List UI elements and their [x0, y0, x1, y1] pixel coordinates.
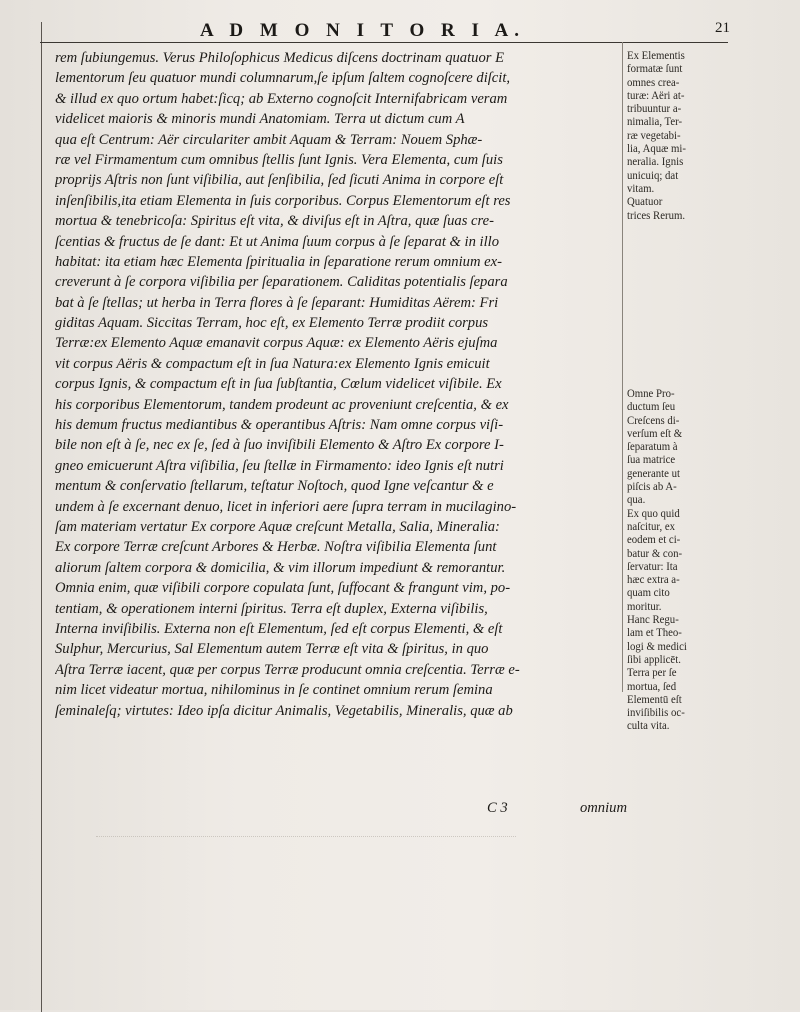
text-line: proprijs Aſtris non ſunt viſibilia, aut ſenſibilia, ſed ſicuti Anima in corpore eſt	[55, 172, 504, 189]
text-line: tentiam, & operationem interni ſpiritus. Terra eſt duplex, Externa viſibilis,	[55, 600, 488, 617]
margin-note-line: ſibi applicēt.	[627, 653, 681, 666]
text-line: Ex corpore Terræ creſcunt Arbores & Herbæ. Noſtra viſibilia Elementa ſunt	[55, 539, 497, 556]
margin-note-line: culta vita.	[627, 720, 670, 733]
signature-mark: C 3	[487, 800, 508, 816]
margin-note-line: tribuuntur a-	[627, 103, 682, 116]
text-line: inſenſibilis,ita etiam Elementa in ſuis corporibus. Corpus Elementorum eſt res	[55, 192, 511, 209]
margin-note-line: vitam.	[627, 182, 655, 195]
main-text-block	[55, 48, 627, 721]
text-line: Aſtra Terræ iacent, quæ per corpus Terræ producunt omnia creſcentia. Terræ e-	[55, 661, 520, 678]
margin-note-line: quam cito	[627, 587, 670, 600]
margin-note-line: lia, Aquæ mi-	[627, 143, 687, 156]
margin-note-line: inviſibilis oc-	[627, 707, 685, 720]
text-line: Sulphur, Mercurius, Sal Elementum autem Terræ eſt vita & ſpiritus, in quo	[55, 641, 489, 658]
text-line: vit corpus Aëris & compactum eſt in ſua Natura:ex Elemento Ignis emicuit	[55, 355, 490, 372]
margin-note-line: qua.	[627, 494, 646, 507]
text-line: mentum & conſervatio ſtellarum, teſtatur Noſtoch, quod Igne veſcantur & e	[55, 478, 494, 495]
paper-stain	[96, 836, 516, 877]
margin-note-line: turæ: Aëri at-	[627, 89, 685, 102]
margin-note-line: ſua matrice	[627, 454, 676, 467]
margin-note-line: Hanc Regu-	[627, 614, 679, 627]
margin-note-line: Quatuor	[627, 196, 663, 209]
margin-note-line: mortua, ſed	[627, 680, 677, 693]
margin-note-line: naſcitur, ex	[627, 520, 676, 533]
text-line: habitat: ita etiam hæc Elementa ſpiritualia in ſeparatione rerum omnium ex-	[55, 253, 502, 270]
text-line: aliorum ſaltem corpora & domicilia, & vim illorum impediunt & remorantur.	[55, 559, 506, 576]
margin-note-line: neralia. Ignis	[627, 156, 684, 169]
header-rule	[40, 42, 728, 43]
text-line: ræ vel Firmamentum cum omnibus ſtellis ſunt Ignis. Vera Elementa, cum ſuis	[55, 151, 503, 168]
catchword: omnium	[579, 800, 627, 816]
text-line: corpus Ignis, & compactum eſt in ſua ſubſtantia, Cœlum videlicet viſibile. Ex	[55, 376, 502, 393]
margin-note-line: ſervatur: Ita	[627, 560, 678, 573]
text-line: giditas Aquam. Siccitas Terram, hoc eſt, ex Elemento Terræ prodiit corpus	[55, 315, 489, 332]
margin-note-line: lam et Theo-	[627, 627, 682, 640]
margin-note-line: Elementū eſt	[627, 693, 682, 706]
text-line: his demum fructus mediantibus & operantibus Aſtris: Nam omne corpus viſi-	[55, 417, 504, 434]
text-line: nim licet videatur mortua, nihilominus in ſe continet omnium rerum ſemina	[55, 682, 493, 699]
margin-note-product	[627, 388, 737, 734]
text-line: ſeminaleſq; virtutes: Ideo ipſa dicitur Animalis, Vegetabilis, Mineralis, quæ ab	[55, 702, 513, 719]
margin-note-line: piſcis ab A-	[627, 481, 677, 494]
text-line: ſam materiam vertatur Ex corpore Aquæ creſcunt Metalla, Salia, Mineralia:	[55, 518, 500, 535]
margin-note-line: formatæ ſunt	[627, 63, 683, 76]
gutter-edge	[41, 22, 42, 1012]
margin-note-line: Ex quo quid	[627, 507, 680, 520]
margin-note-elements	[627, 50, 737, 223]
text-line: bat à ſe ſtellas; ut herba in Terra flores à ſe ſeparant: Humiditas Aërem: Fri	[55, 294, 499, 311]
text-line: undem à ſe excernant denuo, licet in inferiori aere ſupra terram in mucilagino-	[55, 498, 517, 515]
text-line: ſcentias & fructus de ſe dant: Et ut Anima ſuum corpus à ſe ſeparat & in illo	[55, 233, 499, 250]
text-line: Omnia enim, quæ viſibili corpore copulata ſunt, ſuffocant & frangunt vim, po-	[55, 580, 511, 597]
margin-note-line: Terra per ſe	[627, 667, 677, 680]
margin-note-line: Ex Elementis	[627, 50, 685, 62]
text-line: rem ſubiungemus. Verus Philoſophicus Medicus diſcens doctrinam quatuor E	[55, 50, 504, 66]
text-line: bile non eſt à ſe, nec ex ſe, ſed à ſuo inviſibili Elemento & Aſtro Ex corpore I-	[55, 437, 504, 454]
text-line: qua eſt Centrum: Aër circulariter ambit Aquam & Terram: Nouem Sphæ-	[55, 131, 483, 148]
text-line: creverunt à ſe corpora viſibilia per ſeparationem. Caliditas potentialis ſepara	[55, 274, 508, 291]
page-footer	[55, 800, 627, 824]
margin-note-line: verſum eſt &	[627, 427, 683, 440]
text-line: his corporibus Elementorum, tandem prodeunt ac proveniunt creſcentia, & ex	[55, 396, 509, 413]
text-line: Interna inviſibilis. Externa non eſt Elementum, ſed eſt corpus Elementi, & eſt	[55, 620, 503, 637]
text-line: gneo emicuerunt Aſtra viſibilia, ſeu ſtellæ in Firmamento: ideo Ignis eſt nutri	[55, 457, 504, 474]
text-line: videlicet maioris & minoris mundi Anatomiam. Terra ut dictum cum A	[55, 111, 465, 128]
margin-note-line: ductum ſeu	[627, 401, 676, 414]
margin-note-line: hæc extra a-	[627, 574, 680, 587]
margin-note-line: logi & medici	[627, 640, 687, 653]
margin-note-line: moritur.	[627, 600, 662, 613]
text-line: Terræ:ex Elemento Aquæ emanavit corpus Aquæ: ex Elemento Aëris ejuſma	[55, 335, 498, 352]
text-line: & illud ex quo ortum habet:ſicq; ab Externo cognoſcit Internifabricam veram	[55, 90, 508, 107]
margin-note-line: unicuiq; dat	[627, 169, 679, 182]
margin-note-line: eodem et ci-	[627, 534, 681, 547]
text-line: mortua & tenebricoſa: Spiritus eſt vita, & diviſus eſt in Aſtra, quæ ſuas cre-	[55, 213, 494, 230]
margin-note-line: Creſcens di-	[627, 414, 680, 427]
margin-note-line: trices Rerum.	[627, 209, 686, 222]
margin-note-line: Omne Pro-	[627, 388, 675, 400]
page-number: 21	[715, 20, 730, 36]
margin-note-line: generante ut	[627, 467, 680, 480]
margin-note-line: batur & con-	[627, 547, 683, 560]
margin-note-line: ſeparatum à	[627, 441, 678, 454]
text-line: lementorum ſeu quatuor mundi columnarum,ſe ipſum ſaltem cognoſcere diſcit,	[55, 70, 511, 87]
margin-note-line: ræ vegetabi-	[627, 129, 681, 142]
margin-note-line: nimalia, Ter-	[627, 116, 683, 129]
header-title: A D M O N I T O R I A.	[200, 20, 526, 41]
margin-note-line: omnes crea-	[627, 76, 680, 89]
